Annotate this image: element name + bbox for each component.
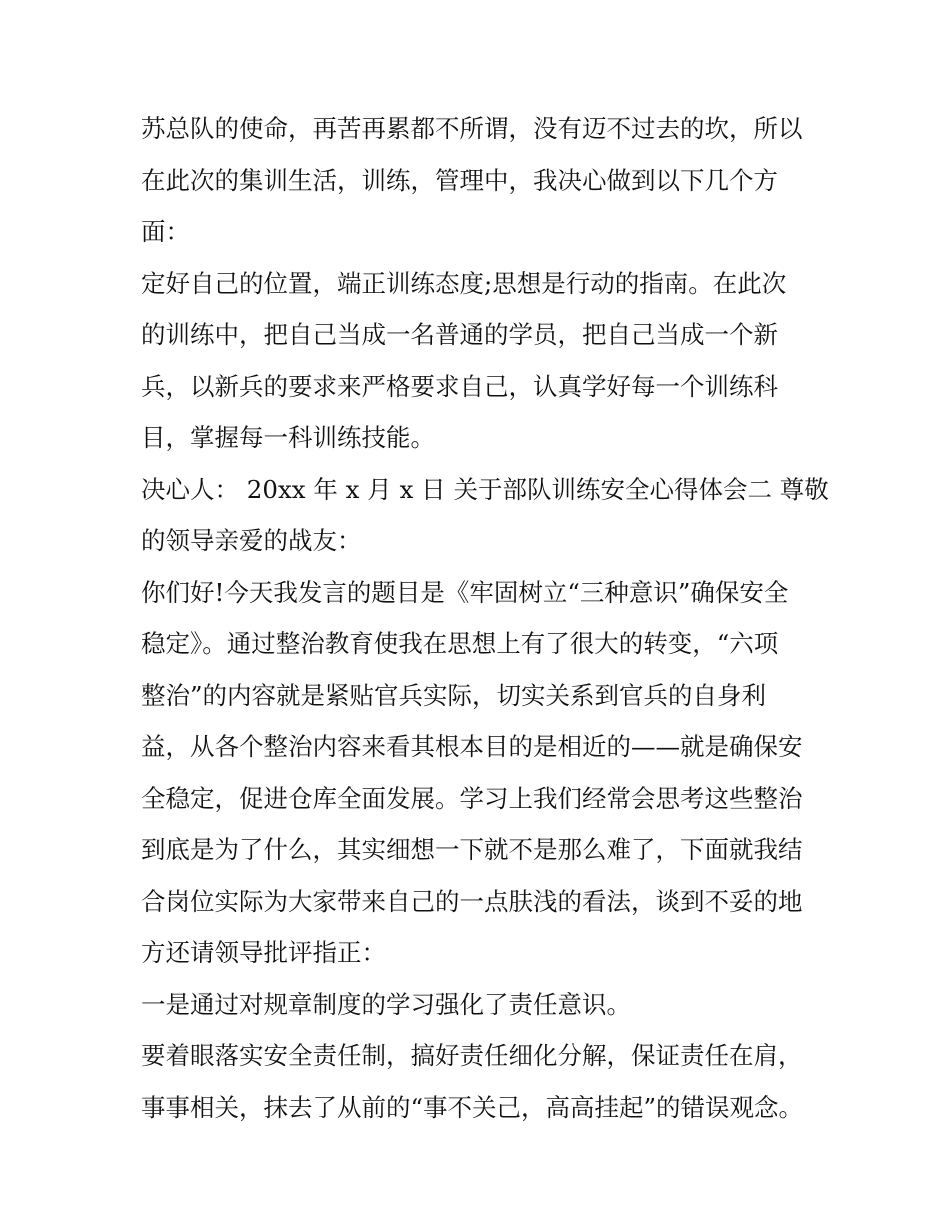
text-line: 要着眼落实安全责任制，搞好责任细化分解，保证责任在肩， <box>141 1041 803 1070</box>
text-line: 在此次的集训生活，训练，管理中，我决心做到以下几个方 <box>141 165 778 195</box>
text-line: 苏总队的使命，再苦再累都不所谓，没有迈不过去的坎，所以 <box>141 114 803 143</box>
text-line: 一是通过对规章制度的学习强化了责任意识。 <box>141 989 631 1019</box>
text-line: 目，掌握每一科训练技能。 <box>141 423 435 452</box>
text-line: 你们好!今天我发言的题目是《牢固树立“三种意识”确保安全 <box>141 577 789 607</box>
text-line: 面： <box>141 217 190 246</box>
text-line: 整治”的内容就是紧贴官兵实际，切实关系到官兵的自身利 <box>141 680 767 710</box>
text-line: 全稳定，促进仓库全面发展。学习上我们经常会思考这些整治 <box>141 783 803 813</box>
text-line: 合岗位实际为大家带来自己的一点肤浅的看法，谈到不妥的地 <box>141 886 803 916</box>
text-line: 的领导亲爱的战友： <box>141 526 362 555</box>
text-line: 定好自己的位置，端正训练态度;思想是行动的指南。在此次 <box>141 268 787 298</box>
text-line: 益，从各个整治内容来看其根本目的是相近的——就是确保安 <box>141 732 803 761</box>
text-line: 的训练中，把自己当成一名普通的学员，把自己当成一个新 <box>141 320 778 349</box>
text-line: 方还请领导批评指正： <box>141 938 386 967</box>
document-body <box>141 103 829 1133</box>
text-line: 兵，以新兵的要求来严格要求自己，认真学好每一个训练科 <box>141 371 778 401</box>
text-line: 决心人： 20xx 年 x 月 x 日 关于部队训练安全心得体会二 尊敬 <box>141 474 829 504</box>
text-line: 事事相关，抹去了从前的“事不关己，高高挂起”的错误观念。 <box>141 1092 804 1122</box>
text-line: 到底是为了什么，其实细想一下就不是那么难了，下面就我结 <box>141 835 803 864</box>
text-line: 稳定》。通过整治教育使我在思想上有了很大的转变，“六项 <box>141 629 779 658</box>
